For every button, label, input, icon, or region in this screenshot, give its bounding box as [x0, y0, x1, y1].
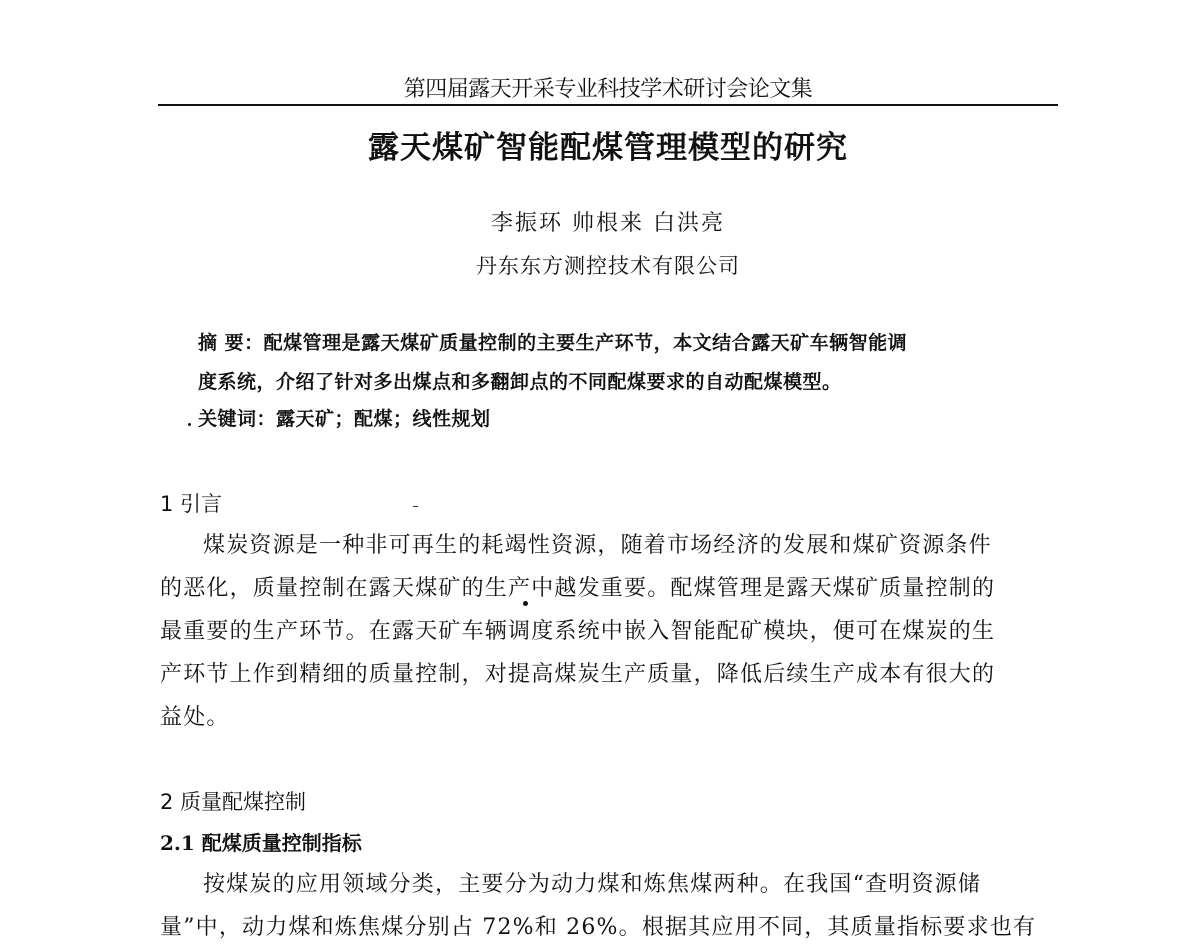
- paragraph-2-line-1: 按煤炭的应用领域分类，主要分为动力煤和炼焦煤两种。在我国“查明资源储: [203, 872, 982, 897]
- paragraph-2-line-2: 量”中，动力煤和炼焦煤分别占 72%和 26%。根据其应用不同，其质量指标要求也有: [160, 915, 1037, 940]
- paragraph-1-line-3: 最重要的生产环节。在露天矿车辆调度系统中嵌入智能配矿模块，便可在煤炭的生: [160, 619, 996, 644]
- section-2-heading: 2 质量配煤控制: [160, 790, 307, 814]
- scan-mark: [413, 506, 418, 507]
- abstract-line-1: 摘 要：配煤管理是露天煤矿质量控制的主要生产环节，本文结合露天矿车辆智能调: [198, 332, 908, 354]
- paper-affiliation: 丹东东方测控技术有限公司: [476, 254, 740, 278]
- running-header: 第四届露天开采专业科技学术研讨会论文集: [403, 77, 813, 102]
- paragraph-1-line-5: 益处。: [160, 705, 230, 730]
- abstract-line-2: 度系统，介绍了针对多出煤点和多翻卸点的不同配煤要求的自动配煤模型。: [198, 371, 842, 393]
- keywords-line: 关键词：露天矿；配煤；线性规划: [198, 408, 491, 430]
- paragraph-1-line-2: 的恶化，质量控制在露天煤矿的生产中越发重要。配煤管理是露天煤矿质量控制的: [160, 576, 996, 601]
- section-1-heading: 1 引言: [160, 492, 223, 516]
- scan-dot: [523, 601, 528, 606]
- scan-speck: [188, 423, 191, 426]
- paragraph-1-line-1: 煤炭资源是一种非可再生的耗竭性资源，随着市场经济的发展和煤矿资源条件: [203, 533, 992, 558]
- header-rule: [158, 104, 1058, 106]
- paper-authors: 李振环 帅根来 白洪亮: [491, 211, 725, 236]
- paragraph-1-line-4: 产环节上作到精细的质量控制，对提高煤炭生产质量，降低后续生产成本有很大的: [160, 662, 996, 687]
- paper-title: 露天煤矿智能配煤管理模型的研究: [368, 130, 848, 166]
- section-2-1-heading: 2.1 配煤质量控制指标: [160, 831, 362, 855]
